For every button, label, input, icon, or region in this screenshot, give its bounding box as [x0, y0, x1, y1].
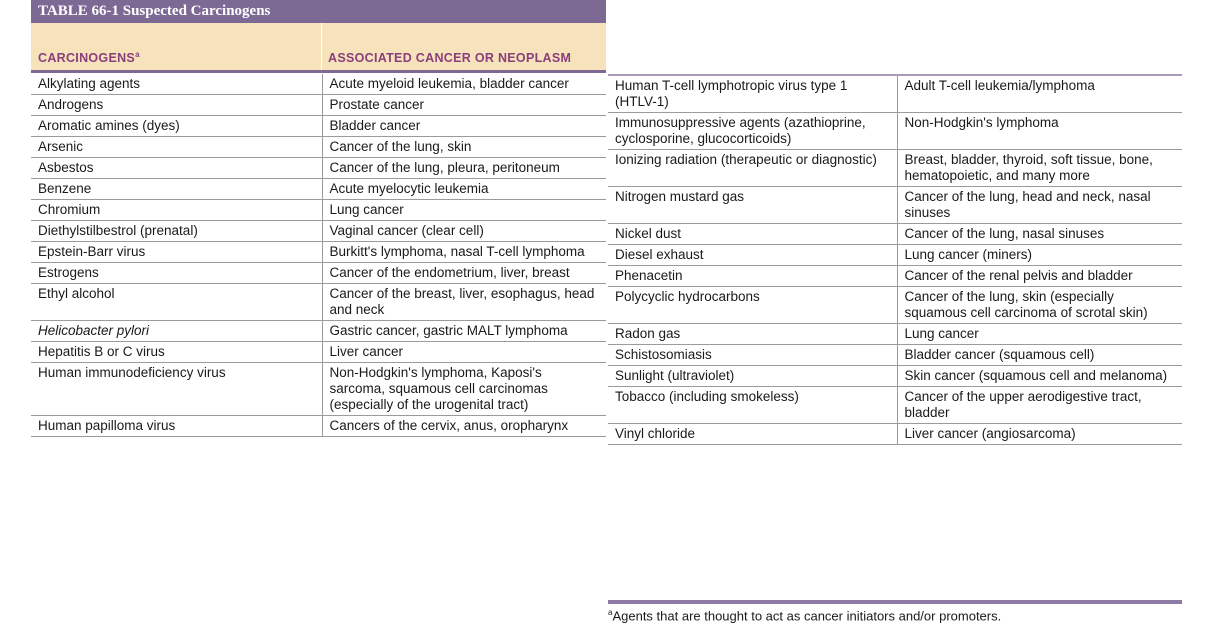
carcinogen-cell: Helicobacter pylori	[31, 321, 322, 342]
associated-cancer-cell: Lung cancer (miners)	[904, 247, 1033, 262]
table-row	[31, 263, 606, 284]
associated-cancer-cell: Non-Hodgkin's lymphoma, Kaposi's sarcoma, squamous cell carcinomas (especially of the urogenital tract)	[329, 365, 548, 412]
carcinogen-cell: Human T-cell lymphotropic virus type 1 (HTLV-1)	[608, 75, 897, 113]
carcinogens-table-right	[608, 74, 1182, 445]
associated-cancer-cell: Gastric cancer, gastric MALT lymphoma	[329, 323, 568, 338]
header-associated-cancer: ASSOCIATED CANCER OR NEOPLASM	[328, 51, 572, 65]
table-row	[608, 113, 1182, 150]
footnote: $^a$Agents that are thought to act as cancer initiators and/or promoters.	[608, 608, 1002, 624]
associated-cancer-cell: Lung cancer	[329, 202, 404, 217]
table-row	[608, 150, 1182, 187]
header-carcinogens: CARCINOGENS$^a$	[38, 49, 140, 65]
carcinogen-cell: Schistosomiasis	[608, 345, 897, 366]
table-row	[31, 321, 606, 342]
associated-cancer-cell: Bladder cancer (squamous cell)	[904, 347, 1095, 362]
carcinogen-cell: Radon gas	[608, 324, 897, 345]
table-row	[608, 187, 1182, 224]
associated-cancer-cell: Adult T-cell leukemia/lymphoma	[904, 78, 1095, 93]
associated-cancer-cell: Cancer of the lung, nasal sinuses	[904, 226, 1105, 241]
carcinogen-cell: Diethylstilbestrol (prenatal)	[31, 221, 322, 242]
footnote-rule	[608, 600, 1182, 604]
table-row	[31, 221, 606, 242]
carcinogen-cell: Polycyclic hydrocarbons	[608, 287, 897, 324]
table-row	[608, 387, 1182, 424]
table-row	[608, 366, 1182, 387]
carcinogen-cell: Immunosuppressive agents (azathioprine, cyclosporine, glucocorticoids)	[608, 113, 897, 150]
associated-cancer-cell: Skin cancer (squamous cell and melanoma)	[904, 368, 1168, 383]
table-row	[31, 116, 606, 137]
table-row	[31, 179, 606, 200]
associated-cancer-cell: Non-Hodgkin's lymphoma	[904, 115, 1059, 130]
carcinogen-cell: Arsenic	[31, 137, 322, 158]
table-row	[608, 266, 1182, 287]
associated-cancer-cell: Cancer of the lung, pleura, peritoneum	[329, 160, 560, 175]
table-title: TABLE 66-1 Suspected Carcinogens	[31, 0, 606, 23]
table-row	[608, 424, 1182, 445]
table-row	[31, 137, 606, 158]
associated-cancer-cell: Acute myelocytic leukemia	[329, 181, 489, 196]
table-row	[31, 284, 606, 321]
carcinogen-cell: Aromatic amines (dyes)	[31, 116, 322, 137]
associated-cancer-cell: Liver cancer	[329, 344, 404, 359]
carcinogen-cell: Ethyl alcohol	[31, 284, 322, 321]
carcinogen-cell: Chromium	[31, 200, 322, 221]
header-divider	[321, 23, 322, 70]
header-footnote-marker: a	[135, 49, 140, 59]
carcinogen-cell: Human immunodeficiency virus	[31, 363, 322, 416]
table-row	[608, 224, 1182, 245]
carcinogens-table-left	[31, 74, 606, 437]
associated-cancer-cell: Vaginal cancer (clear cell)	[329, 223, 484, 238]
associated-cancer-cell: Breast, bladder, thyroid, soft tissue, bone, hematopoietic, and many more	[904, 152, 1153, 183]
table-row	[31, 74, 606, 95]
table-row	[31, 200, 606, 221]
carcinogen-cell: Benzene	[31, 179, 322, 200]
carcinogen-cell: Phenacetin	[608, 266, 897, 287]
carcinogen-cell: Epstein-Barr virus	[31, 242, 322, 263]
associated-cancer-cell: Cancer of the endometrium, liver, breast	[329, 265, 570, 280]
table-row	[608, 345, 1182, 366]
carcinogen-cell: Tobacco (including smokeless)	[608, 387, 897, 424]
carcinogen-cell: Alkylating agents	[31, 74, 322, 95]
associated-cancer-cell: Lung cancer	[904, 326, 979, 341]
carcinogen-cell: Androgens	[31, 95, 322, 116]
associated-cancer-cell: Cancers of the cervix, anus, oropharynx	[329, 418, 569, 433]
carcinogen-cell: Estrogens	[31, 263, 322, 284]
table-row	[31, 363, 606, 416]
associated-cancer-cell: Cancer of the lung, skin (especially squamous cell carcinoma of scrotal skin)	[904, 289, 1148, 320]
carcinogen-cell: Nickel dust	[608, 224, 897, 245]
table-row	[31, 158, 606, 179]
carcinogen-cell: Vinyl chloride	[608, 424, 897, 445]
carcinogen-cell: Hepatitis B or C virus	[31, 342, 322, 363]
footnote-marker: a	[608, 608, 613, 617]
table-row	[31, 342, 606, 363]
table-row	[31, 242, 606, 263]
associated-cancer-cell: Cancer of the renal pelvis and bladder	[904, 268, 1133, 283]
carcinogen-cell: Nitrogen mustard gas	[608, 187, 897, 224]
associated-cancer-cell: Bladder cancer	[329, 118, 421, 133]
table-row	[608, 287, 1182, 324]
associated-cancer-cell: Cancer of the breast, liver, esophagus, head and neck	[329, 286, 595, 317]
associated-cancer-cell: Cancer of the lung, skin	[329, 139, 472, 154]
associated-cancer-cell: Prostate cancer	[329, 97, 425, 112]
carcinogen-cell: Ionizing radiation (therapeutic or diagnostic)	[608, 150, 897, 187]
table-row	[31, 95, 606, 116]
carcinogen-cell: Diesel exhaust	[608, 245, 897, 266]
associated-cancer-cell: Liver cancer (angiosarcoma)	[904, 426, 1076, 441]
associated-cancer-cell: Cancer of the upper aerodigestive tract, bladder	[904, 389, 1142, 420]
table-row	[608, 245, 1182, 266]
table-row	[608, 324, 1182, 345]
associated-cancer-cell: Burkitt's lymphoma, nasal T-cell lymphoma	[329, 244, 585, 259]
table-header	[31, 23, 606, 73]
associated-cancer-cell: Cancer of the lung, head and neck, nasal sinuses	[904, 189, 1151, 220]
carcinogen-cell: Human papilloma virus	[31, 416, 322, 437]
associated-cancer-cell: Acute myeloid leukemia, bladder cancer	[329, 76, 569, 91]
table-row	[608, 75, 1182, 113]
carcinogen-cell: Asbestos	[31, 158, 322, 179]
carcinogen-cell: Sunlight (ultraviolet)	[608, 366, 897, 387]
table-row	[31, 416, 606, 437]
